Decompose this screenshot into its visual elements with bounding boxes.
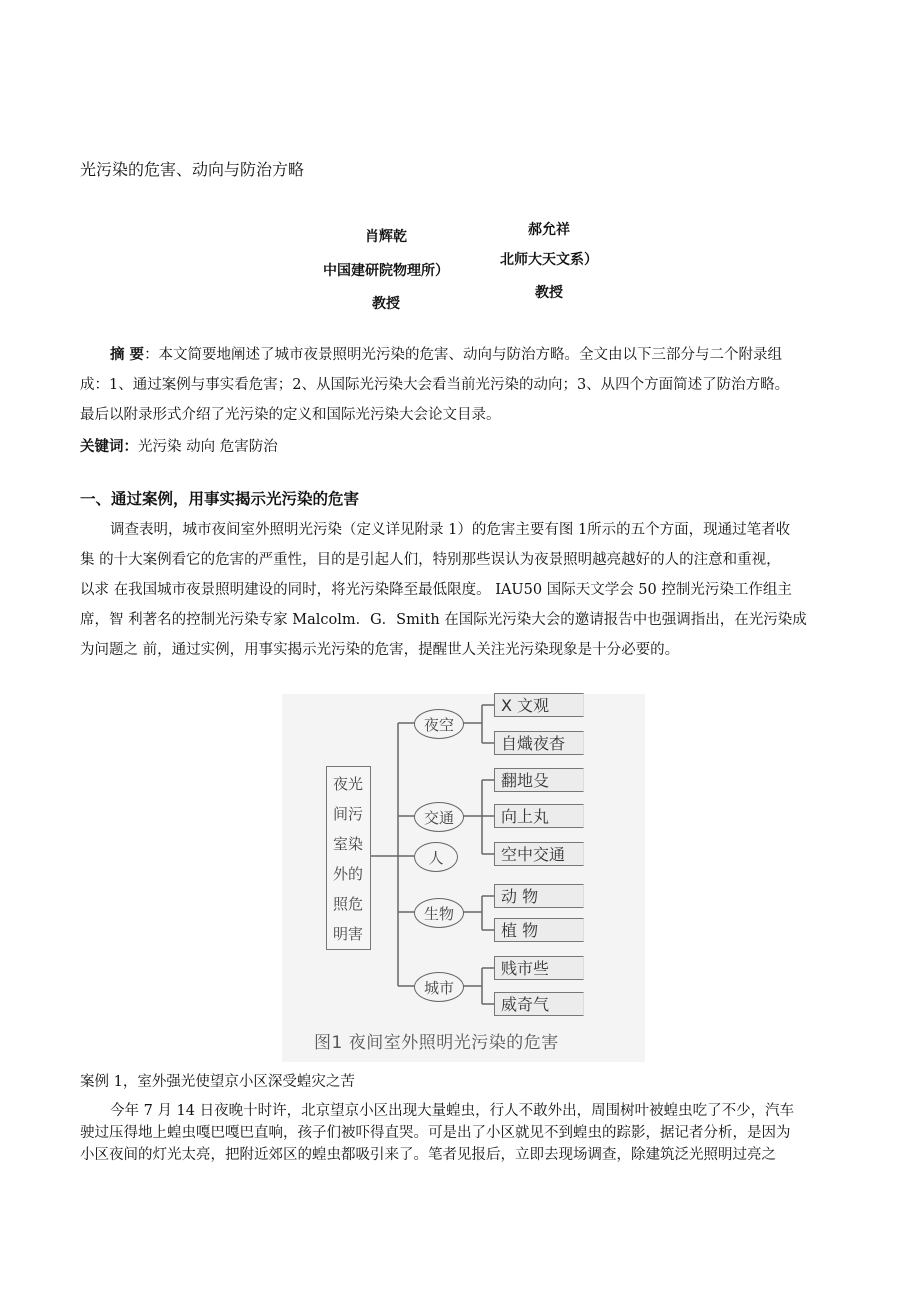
author-affiliation-1: 中国建研院物理所） bbox=[323, 263, 449, 279]
author-name-2: 郝允祥 bbox=[528, 222, 570, 238]
abstract-line: 成：1、通过案例与事实看危害；2、从国际光污染大会看当前光污染的动向；3、从四个方面简述了防治方略。 bbox=[80, 377, 790, 393]
abstract-label: 摘 要 bbox=[110, 347, 145, 363]
figure-leaf: 动 物 bbox=[494, 884, 584, 908]
case-line: 驶过压得地上蝗虫嘎巴嘎巴直响，孩子们被吓得直哭。可是出了小区就见不到蝗虫的踪影，据记者分析，是因为 bbox=[80, 1125, 791, 1141]
figure-leaf: 自熾夜杳 bbox=[494, 731, 584, 755]
body-line: 席，智 利著名的控制光污染专家 Malcolm．G．Smith 在国际光污染大会的邀请报告中也强调指出，在光污染成 bbox=[80, 612, 807, 628]
figure-root-box bbox=[326, 766, 371, 950]
body-line: 集 的十大案例看它的危害的严重性，目的是引起人们，特别那些误认为夜景照明越亮越好的人的注意和重视， bbox=[80, 552, 781, 568]
figure-leaf: X 文观 bbox=[494, 693, 584, 717]
figure-root-text: 室染 bbox=[333, 835, 364, 853]
figure-leaf: 翻地殳 bbox=[494, 768, 584, 792]
figure-node-traffic: 交通 bbox=[414, 802, 464, 832]
figure-1 bbox=[282, 694, 645, 1062]
case-line: 今年 7 月 14 日夜晚十时许，北京望京小区出现大量蝗虫，行人不敢外出，周围树叶被蝗虫吃了不少，汽车 bbox=[110, 1103, 795, 1119]
figure-node-city: 城市 bbox=[414, 972, 464, 1002]
figure-leaf: 向上丸 bbox=[494, 804, 584, 828]
abstract-line: ：本文简要地阐述了城市夜景照明光污染的危害、动向与防治方略。全文由以下三部分与二个附录组 bbox=[144, 347, 783, 363]
figure-root-text: 照危 bbox=[333, 895, 364, 913]
body-line: 以求 在我国城市夜景照明建设的同时，将光污染降至最低限度。 IAU50 国际天文学会 50 控制光污染工作组主 bbox=[80, 582, 792, 598]
page-title: 光污染的危害、动向与防治方略 bbox=[80, 160, 305, 179]
figure-leaf: 贱市些 bbox=[494, 956, 584, 980]
figure-node-people: 人 bbox=[414, 842, 458, 872]
section-heading: 一、通过案例，用事实揭示光污染的危害 bbox=[80, 490, 360, 508]
body-line: 调查表明，城市夜间室外照明光污染（定义详见附录 1）的危害主要有图 1所示的五个方面，现通过笔者收 bbox=[110, 522, 791, 538]
figure-root-text: 明害 bbox=[333, 925, 364, 943]
author-affiliation-2: 北师大天文系） bbox=[500, 252, 598, 268]
keywords-value: 光污染 动向 危害防治 bbox=[138, 439, 278, 455]
body-line: 为问题之 前，通过实例，用事实揭示光污染的危害，提醒世人关注光污染现象是十分必要的。 bbox=[80, 642, 680, 658]
case-heading: 案例 1，室外强光使望京小区深受蝗灾之苦 bbox=[80, 1074, 355, 1090]
author-position-2: 教授 bbox=[535, 285, 563, 301]
author-name-1: 肖辉乾 bbox=[365, 229, 407, 245]
figure-root-text: 外的 bbox=[333, 865, 364, 883]
figure-root-text: 夜光 bbox=[333, 775, 364, 793]
case-body bbox=[80, 1100, 842, 1166]
section-body bbox=[80, 515, 842, 665]
abstract-line: 最后以附录形式介绍了光污染的定义和国际光污染大会论文目录。 bbox=[80, 407, 501, 423]
figure-caption: 图1 夜间室外照明光污染的危害 bbox=[314, 1033, 559, 1053]
figure-node-night-sky: 夜空 bbox=[414, 709, 464, 739]
figure-leaf: 威奇气 bbox=[494, 992, 584, 1016]
figure-node-living-things: 生物 bbox=[414, 898, 464, 928]
figure-root-text: 间污 bbox=[333, 805, 364, 823]
abstract bbox=[80, 340, 842, 430]
case-line: 小区夜间的灯光太亮，把附近郊区的蝗虫都吸引来了。笔者见报后，立即去现场调查，除建筑泛光照明过亮之 bbox=[80, 1147, 776, 1163]
figure-leaf: 植 物 bbox=[494, 918, 584, 942]
keywords-label: 关键词： bbox=[80, 439, 138, 455]
author-position-1: 教授 bbox=[372, 296, 400, 312]
keywords-line bbox=[80, 432, 842, 462]
figure-leaf: 空中交通 bbox=[494, 842, 584, 866]
